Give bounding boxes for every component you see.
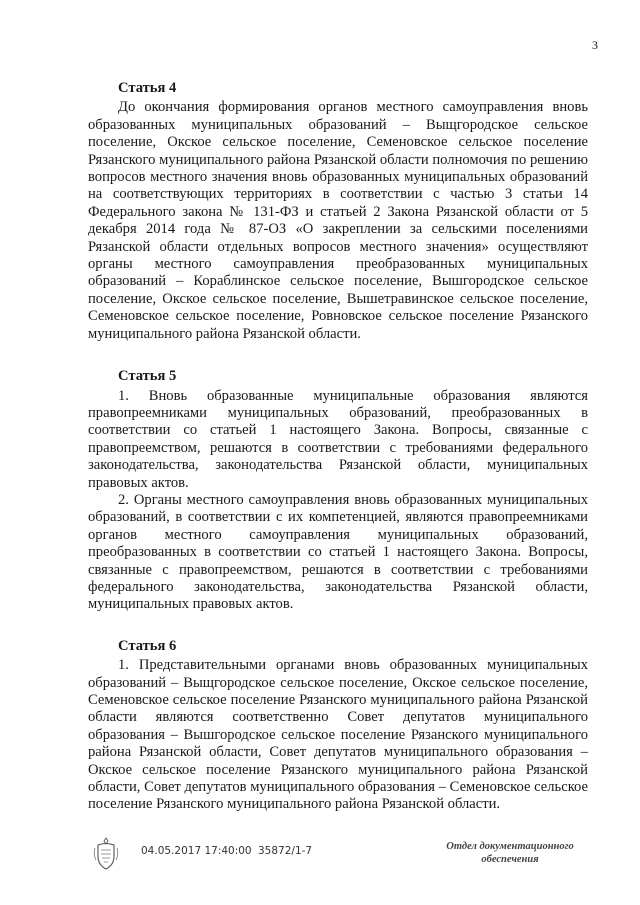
department-line: обеспечения	[481, 854, 539, 865]
department-stamp	[430, 840, 590, 866]
article-paragraph: 2. Органы местного самоуправления вновь образованных муниципальных образований, в соответствии с их компетенцией, являются правопреемниками органов местного самоуправления муниципальных образований, преобразованных в соответствии со статьей 1 настоящего Закона. Вопросы, связанные с правопреемством, решаются в соответствии с требованиями федерального законодательства, законодательства Рязанской области, муниципальных правовых актов.	[88, 491, 588, 613]
article-heading: Статья 6	[118, 637, 177, 654]
article-paragraph: До окончания формирования органов местного самоуправления вновь образованных муниципальных образований – Выщгородское сельское поселение, Окское сельское поселение, Семеновское сельское поселение Рязанского муниципального района Рязанской области полномочия по решению вопросов местного значения вновь образованных муниципальных образований на соответствующих территориях в соответствии с частью 3 статьи 14 Федерального закона № 131-ФЗ и статьей 2 Закона Рязанской области от 5 декабря 2014 года № 87-ОЗ «О закреплении за сельскими поселениями Рязанской области отдельных вопросов местного значения» осуществляют органы местного самоуправления преобразованных муниципальных образований – Кораблинское сельское поселение, Вышгородское сельское поселение, Окское сельское поселение, Вышетравинское сельское поселение, Семеновское сельское поселение, Ровновское сельское поселение Рязанского муниципального района Рязанской области.	[88, 99, 588, 342]
page-number: 3	[592, 38, 598, 52]
registration-timestamp: 04.05.2017 17:40:00	[141, 845, 252, 857]
department-line: Отдел документационного	[446, 841, 574, 852]
article-6	[88, 638, 588, 814]
article-paragraph: 1. Вновь образованные муниципальные образования являются правопреемниками муниципальных образований, преобразованных в соответствии со статьей 1 настоящего Закона. Вопросы, связанные с правопреемством, решаются в соответствии с требованиями федерального законодательства, законодательства Рязанской области, муниципальных правовых актов.	[88, 387, 588, 491]
document-body	[88, 80, 588, 814]
article-4	[88, 80, 588, 343]
article-heading: Статья 5	[118, 368, 177, 385]
article-heading: Статья 4	[118, 80, 177, 96]
article-paragraph: 1. Представительными органами вновь образованных муниципальных образований – Выщгородское сельское поселение, Окское сельское поселение, Семеновское сельское поселение Рязанского муниципального района Рязанской области являются соответственно Совет депутатов муниципального образования – Вышгородское сельское поселение Рязанского муниципального района Рязанской области, Совет депутатов муниципального образования – Окское сельское поселение Рязанского муниципального района Рязанской области, Совет депутатов муниципального образования – Семеновское сельское поселение Рязанского муниципального района Рязанской области.	[88, 657, 588, 813]
coat-of-arms-icon	[92, 836, 120, 872]
registration-number: 35872/1-7	[258, 845, 313, 857]
registration-footer	[0, 832, 640, 892]
article-5	[88, 368, 588, 614]
